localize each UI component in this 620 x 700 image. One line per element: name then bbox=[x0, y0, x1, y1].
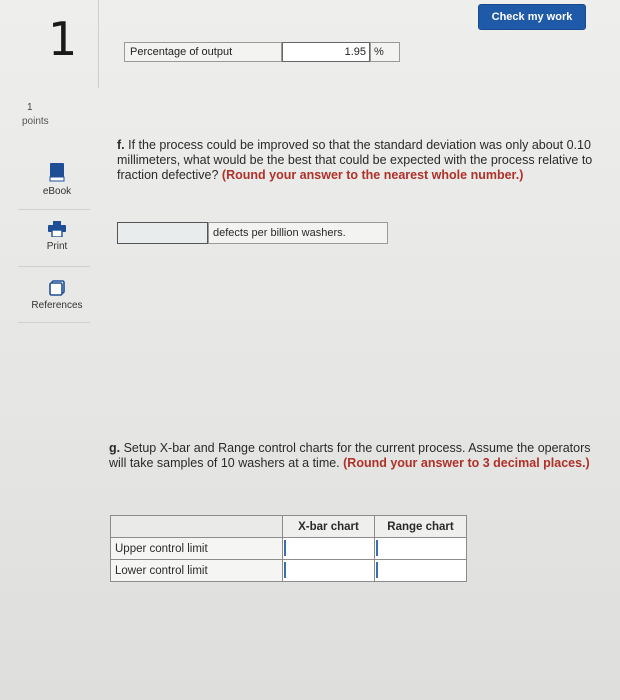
question-g-rounding-note: (Round your answer to 3 decimal places.) bbox=[343, 456, 590, 470]
row-label-ucl: Upper control limit bbox=[111, 538, 283, 560]
sidebar-item-label: References bbox=[31, 300, 83, 311]
references-icon bbox=[49, 280, 65, 296]
question-f-rounding-note: (Round your answer to the nearest whole number.) bbox=[221, 168, 524, 182]
question-divider bbox=[98, 0, 99, 88]
defects-per-billion-input[interactable] bbox=[117, 222, 208, 244]
question-f-letter: f. bbox=[117, 138, 125, 152]
xbar-lcl-input[interactable] bbox=[283, 560, 375, 582]
control-chart-table bbox=[110, 515, 467, 582]
table-corner-cell bbox=[111, 516, 283, 538]
percentage-of-output-input[interactable]: 1.95 bbox=[282, 42, 370, 62]
table-header-row bbox=[111, 516, 467, 538]
sidebar-item-print[interactable] bbox=[18, 221, 96, 252]
percentage-of-output-label: Percentage of output bbox=[124, 42, 282, 62]
check-my-work-button[interactable]: Check my work bbox=[478, 4, 586, 30]
points-label: points bbox=[22, 116, 49, 127]
column-header-range: Range chart bbox=[375, 516, 467, 538]
range-ucl-input[interactable] bbox=[375, 538, 467, 560]
row-label-lcl: Lower control limit bbox=[111, 560, 283, 582]
sidebar-divider bbox=[18, 266, 90, 267]
xbar-ucl-input[interactable] bbox=[283, 538, 375, 560]
table-row bbox=[111, 560, 467, 582]
sidebar-item-references[interactable] bbox=[18, 280, 96, 311]
table-row bbox=[111, 538, 467, 560]
print-icon bbox=[48, 221, 66, 237]
question-g-body: Setup X-bar and Range control charts for the current process. Assume the operators will take samples of 10 washers at a time. bbox=[109, 441, 591, 470]
sidebar-item-label: Print bbox=[46, 241, 68, 252]
sidebar-divider bbox=[18, 322, 90, 323]
question-number: 1 bbox=[48, 12, 78, 66]
points-value: 1 bbox=[27, 102, 33, 113]
sidebar-item-ebook[interactable] bbox=[18, 162, 96, 197]
sidebar-divider bbox=[18, 209, 90, 210]
question-g-text bbox=[109, 441, 601, 471]
question-f-text bbox=[117, 138, 597, 183]
defects-per-billion-label: defects per billion washers. bbox=[208, 222, 388, 244]
ebook-icon bbox=[49, 162, 65, 182]
percentage-unit: % bbox=[370, 42, 400, 62]
column-header-xbar: X-bar chart bbox=[283, 516, 375, 538]
question-f-body: If the process could be improved so that the standard deviation was only about 0.10 millimeters, what would be the best that could be expected with the process relative to fraction defective? bbox=[117, 138, 593, 182]
sidebar-item-label: eBook bbox=[42, 186, 72, 197]
question-g-letter: g. bbox=[109, 441, 121, 455]
range-lcl-input[interactable] bbox=[375, 560, 467, 582]
